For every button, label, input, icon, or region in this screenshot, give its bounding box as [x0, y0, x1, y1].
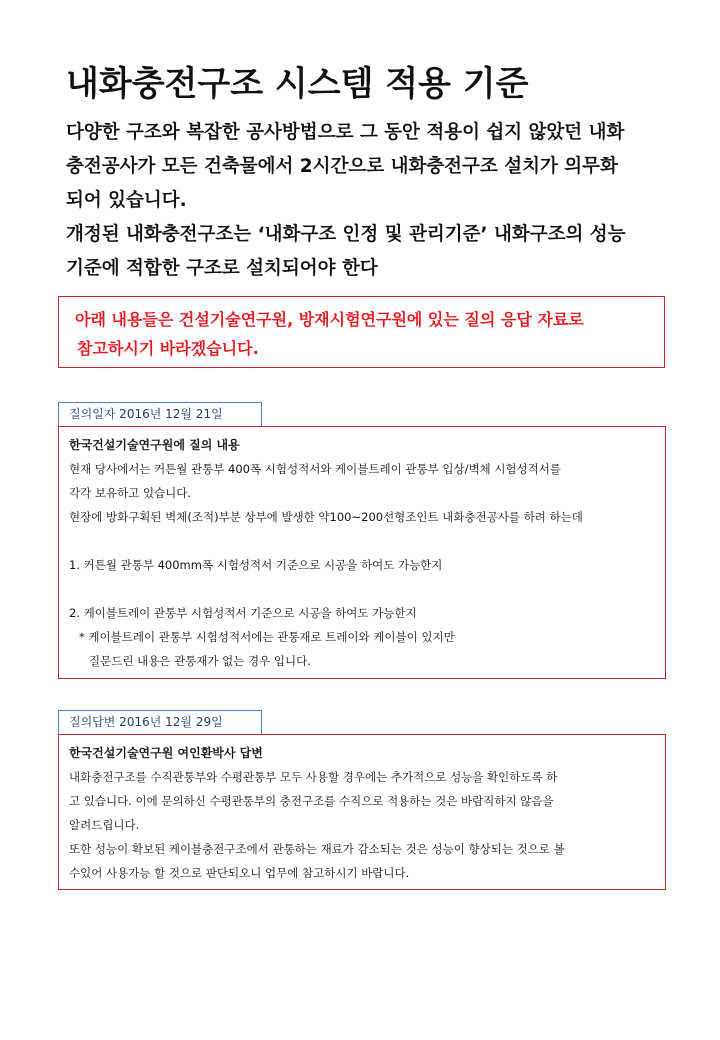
question-line: [69, 529, 655, 553]
answer-line: 내화충전구조를 수직관통부와 수평관통부 모두 사용할 경우에는 추가적으로 성능을 확인하도록 하: [69, 770, 558, 784]
question-line: 각각 보유하고 있습니다.: [69, 486, 192, 500]
question-line: 1. 커튼월 관통부 400mm폭 시험성적서 기준으로 시공을 하여도 가능한지: [69, 558, 443, 572]
page-title: 내화충전구조 시스템 적용 기준: [66, 64, 529, 104]
answer-heading: 한국건설기술연구원 여인환박사 답변: [69, 746, 263, 760]
notice-box: [58, 296, 665, 368]
answer-line: 또한 성능이 확보된 케이블충전구조에서 관통하는 재료가 감소되는 것은 성능이 향상되는 것으로 볼: [69, 842, 565, 856]
answer-line: 수있어 사용가능 할 것으로 판단되오니 업무에 참고하시기 바랍니다.: [69, 866, 410, 880]
question-date-tab: 질의일자 2016년 12월 21일: [58, 402, 262, 426]
question-line: 현장에 방화구획된 벽체(조적)부분 상부에 발생한 약100~200선형조인트 내화충전공사를 하려 하는데: [69, 510, 583, 524]
intro-line: 되어 있습니다.: [66, 190, 187, 211]
question-line: 현재 당사에서는 커튼월 관통부 400폭 시험성적서와 케이블트레이 관통부 입상/벽체 시험성적서를: [69, 462, 561, 476]
question-box: [58, 426, 666, 679]
intro-line: 충전공사가 모든 건축물에서 2시간으로 내화충전구조 설치가 의무화: [66, 156, 618, 177]
intro-paragraph: [66, 116, 686, 286]
question-line: [69, 577, 655, 601]
intro-line: 개정된 내화충전구조는 ‘내화구조 인정 및 관리기준’ 내화구조의 성능: [66, 224, 626, 245]
answer-box: [58, 734, 666, 890]
answer-line: 알려드립니다.: [69, 818, 140, 832]
question-line: 2. 케이블트레이 관통부 시험성적서 기준으로 시공을 하여도 가능한지: [69, 606, 417, 620]
notice-line: 참고하시기 바라겠습니다.: [77, 339, 259, 358]
question-line: * 케이블트레이 관통부 시험성적서에는 관통재로 트레이와 케이블이 있지만: [79, 630, 455, 644]
intro-line: 기준에 적합한 구조로 설치되어야 한다: [66, 258, 378, 279]
answer-line: 고 있습니다. 이에 문의하신 수평관통부의 충전구조를 수직으로 적용하는 것은 바람직하지 않음을: [69, 794, 554, 808]
notice-line: 아래 내용들은 건설기술연구원, 방재시험연구원에 있는 질의 응답 자료로: [75, 310, 584, 329]
question-line: 질문드린 내용은 관통재가 없는 경우 입니다.: [89, 654, 311, 668]
intro-line: 다양한 구조와 복잡한 공사방법으로 그 동안 적용이 쉽지 않았던 내화: [66, 122, 625, 143]
question-heading: 한국건설기술연구원에 질의 내용: [69, 438, 240, 452]
answer-date-tab: 질의답변 2016년 12월 29일: [58, 710, 262, 734]
